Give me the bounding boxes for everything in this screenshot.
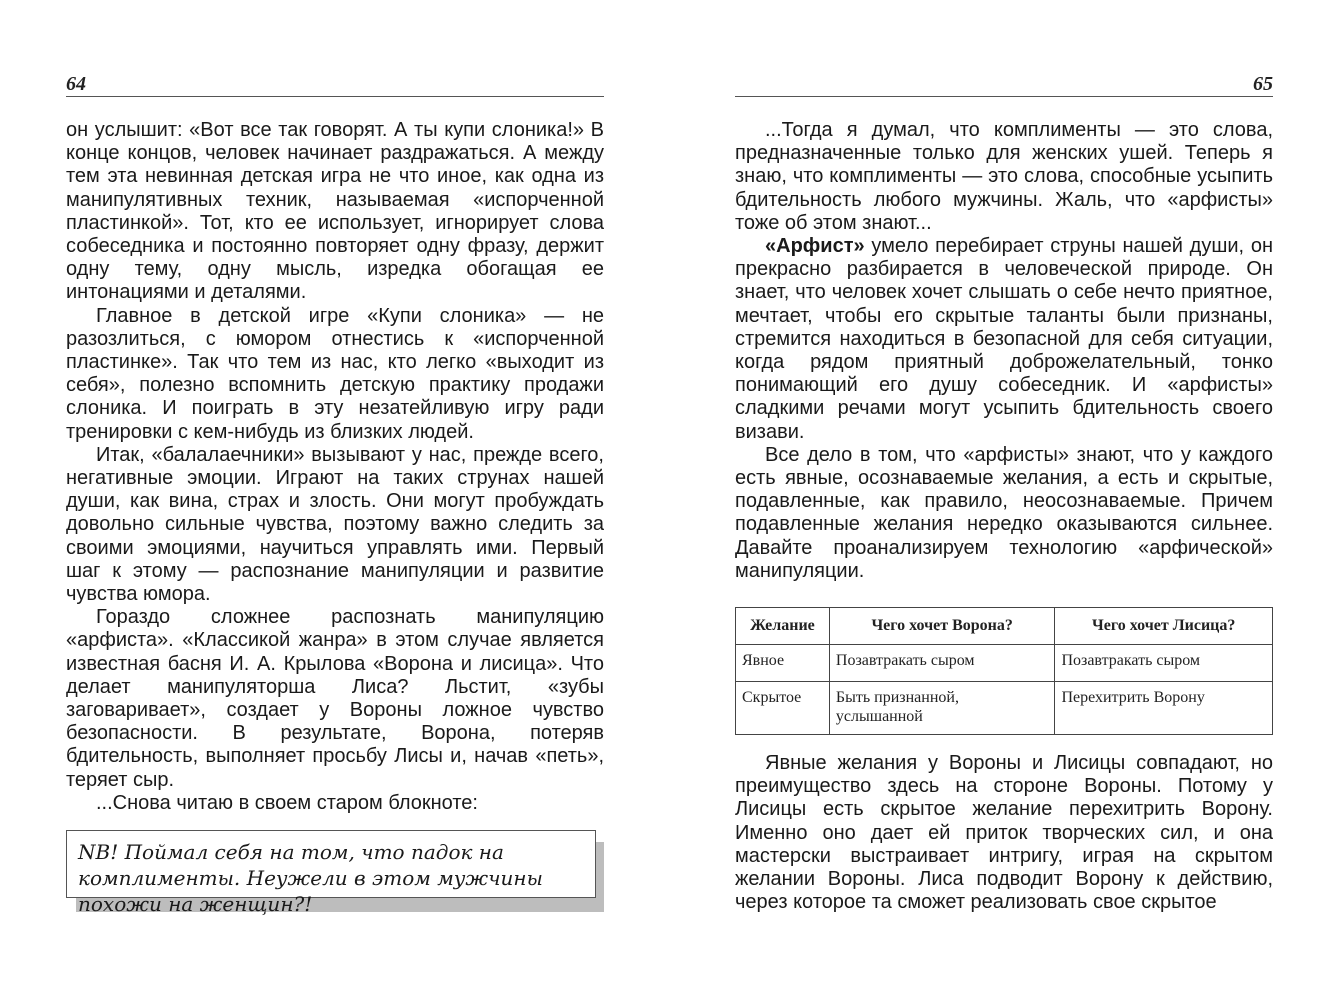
table-header-cell: Желание [736,608,830,645]
page-body [735,119,1273,583]
table-header-row [736,608,1273,645]
page-number: 65 [1253,73,1273,95]
bold-term: «Арфист» [765,235,865,258]
callout-text: NB! Поймал себя на том, что падок на комплименты. Неужели в этом мужчины похожи на женщин?! [66,830,596,898]
page-body-continued [735,752,1273,914]
table-cell: Быть признанной, услышанной [829,682,1055,735]
table-header-cell: Чего хочет Ворона? [829,608,1055,645]
table-cell: Скрытое [736,682,830,735]
notebook-callout [66,830,606,914]
page-number: 64 [66,73,86,95]
paragraph: ...Тогда я думал, что комплименты — это слова, предназначенные только для женских ушей. Теперь я знаю, что комплименты — это слова, способные усыпить бдительность любого мужчины. Жаль, что «арфисты» тоже об этом знают... [735,119,1273,234]
table-row [736,645,1273,682]
table-cell: Перехитрить Ворону [1055,682,1273,735]
paragraph: Итак, «балалаечники» вызывают у нас, прежде всего, негативные эмоции. Играют на таких струнах нашей души, как вина, страх и злость. Они могут пробуждать довольно сильные чувства, поэтому важно следить за своими эмоциями, научиться управлять ими. Первый шаг к этому — распознание манипуляции и развитие чувства юмора. [66,443,604,606]
paragraph: Все дело в том, что «арфисты» знают, что у каждого есть явные, осознаваемые желания, а есть и скрытые, подавленные, как правило, неосознаваемые. Причем подавленные желания нередко оказываются сильнее. Давайте проанализируем технологию «арфической» манипуляции. [735,443,1273,582]
paragraph: он услышит: «Вот все так говорят. А ты купи слоника!» В конце концов, человек начинает раздражаться. А между тем эта невинная детская игра не что иное, как одна из манипулятивных техник, называемая «испорченной пластинкой». Тот, кто ее использует, игнорирует слова собеседника и постоянно повторяет одну фразу, держит одну тему, одну мысль, изредка обогащая ее интонациями и деталями. [66,119,604,304]
table-cell: Позавтракать сыром [1055,645,1273,682]
table-cell: Позавтракать сыром [829,645,1055,682]
table-header-cell: Чего хочет Лисица? [1055,608,1273,645]
header-rule [735,96,1273,97]
header-rule [66,96,604,97]
table-cell: Явное [736,645,830,682]
paragraph: ...Снова читаю в своем старом блокноте: [96,791,478,814]
table-row [736,682,1273,735]
paragraph [735,235,1273,444]
paragraph-text: умело перебирает струны нашей души, он прекрасно разбирается в человеческой природе. Он знает, что человек хочет слышать о себе нечто приятное, мечтает, чтобы его скрытые таланты были признаны, стремится находиться в безопасной для себя ситуации, когда рядом приятный доброжелательный, тонко понимающий его душу собеседник. И «арфисты» сладкими речами могут усыпить бдительность своего визави. [735,235,1273,443]
left-page [66,0,604,987]
page-body [66,119,604,815]
paragraph: Главное в детской игре «Купи слоника» — не разозлиться, с юмором отнестись к «испорченной пластинке». Так что тем из нас, кто легко «выходит из себя», полезно вспомнить детскую практику продажи слоника. И поиграть в эту незатейливую игру ради тренировки с кем-нибудь из близких людей. [66,304,604,443]
paragraph: Гораздо сложнее распознать манипуляцию «арфиста». «Классикой жанра» в этом случае является известная басня И. А. Крылова «Ворона и лисица». Что делает манипуляторша Лиса? Льстит, «зубы заговаривает», создает у Вороны ложное чувство безопасности. В результате, Ворона, потеряв бдительность, выполняет просьбу Лисы и, начав «петь», теряет сыр. [66,606,604,791]
paragraph: Явные желания у Вороны и Лисицы совпадают, но преимущество здесь на стороне Вороны. Потому у Лисицы есть скрытое желание перехитрить Ворону. Именно оно дает ей приток творческих сил, и она мастерски выстраивает интригу, играя на скрытом желании Вороны. Лиса подводит Ворону к действию, через которое та сможет реализовать свое скрытое [735,752,1273,914]
desires-table [735,607,1273,735]
right-page [735,0,1273,987]
